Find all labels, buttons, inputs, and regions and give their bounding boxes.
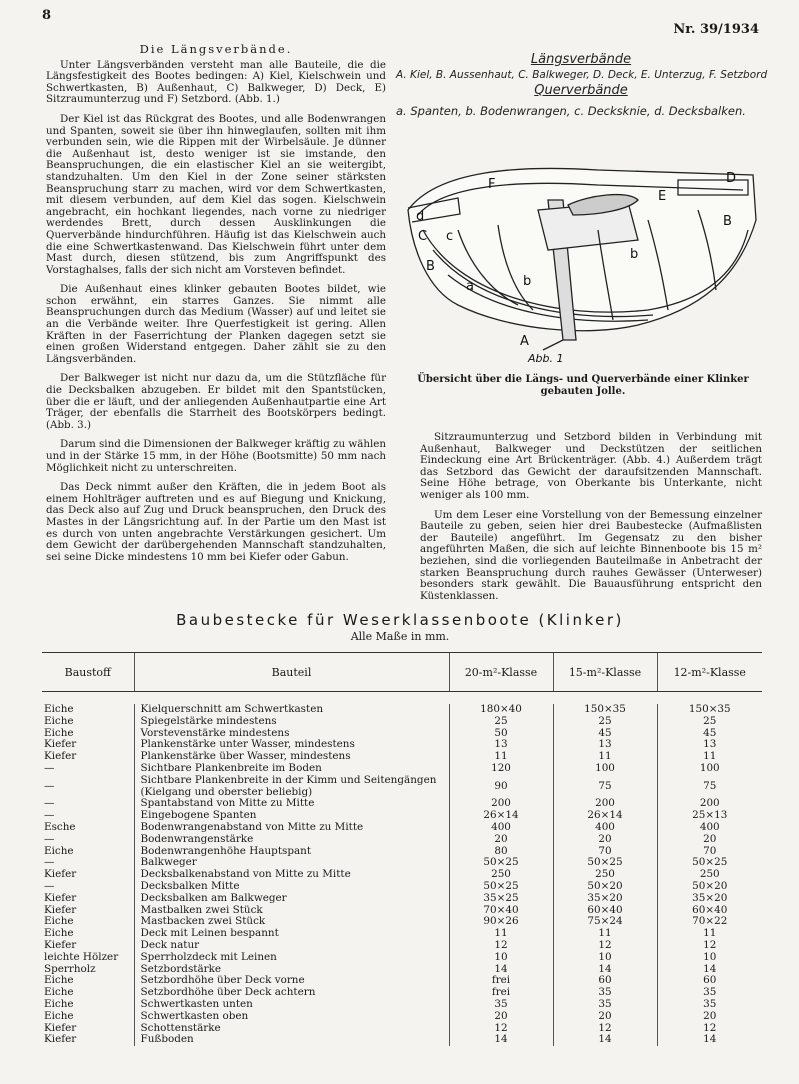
cell-bauteil: Decksbalkenabstand von Mitte zu Mitte [134,869,449,881]
cell-12m2: 25 [657,716,762,728]
cell-20m2: 80 [449,846,553,858]
quer-items: a. Spanten, b. Bodenwrangen, c. Deckskniе, d. Decksbalken. [396,104,746,118]
cell-bauteil: Decksbalken am Balkweger [134,893,449,905]
cell-15m2: 50×20 [553,881,657,893]
cell-bauteil: Spantabstand von Mitte zu Mitte [134,798,449,810]
cell-baustoff: Kiefer [44,868,77,881]
cell-20m2: 180×40 [449,704,553,716]
cell-bauteil: Schottenstärke [134,1023,449,1035]
cell-12m2: 70×22 [657,916,762,928]
cell-12m2: 150×35 [657,704,762,716]
cell-20m2: 90 [449,775,553,799]
label-E: E [658,189,667,204]
paragraph: Sitzraumunterzug und Setzbord bilden in Verbindung mit Außenhaut, Balkweger und Deckstützen der seitlichen Eindeckung eine Art Brückenträger. (Abb. 4.) Außerdem trägt das Setzbord das Gewicht der daraufsitzenden Mannschaft. Seine Höhe betrage, von Oberkante bis Unterkante, nicht weniger als 100 mm. [420,431,762,501]
cell-bauteil: Mastbalken zwei Stück [134,905,449,917]
table-row [42,716,762,728]
header-15m2: 15-m²-Klasse [553,653,657,692]
cell-20m2: 26×14 [449,810,553,822]
section-heading: Die Längsverbände. [139,42,293,56]
table-row [42,1011,762,1023]
cell-baustoff: — [44,832,55,845]
header-baustoff: Baustoff [42,653,134,692]
cell-15m2: 20 [553,834,657,846]
cell-bauteil: Balkweger [134,857,449,869]
cell-baustoff: Eiche [44,844,74,857]
table-title: Baubestecke für Weserklassenboote (Klinker) [176,611,624,629]
cell-bauteil: Decksbalken Mitte [134,881,449,893]
cell-baustoff: Esche [44,820,76,833]
cell-20m2: 13 [449,739,553,751]
cell-baustoff: Kiefer [44,938,77,951]
figure-caption: Übersicht über die Längs- und Querverbände einer Klinker gebauten Jolle. [417,374,749,397]
paragraph: Der Balkweger ist nicht nur dazu da, um die Stützfläche für die Decksbalken abzugeben. Er bildet mit den Spantstücken, über die er läuft, und der anliegenden Außenhautpartie eine Art Träger, der ebenfalls die Starrheit des Bootskörpers bedingt. (Abb. 3.) [46,372,386,431]
cell-15m2: 12 [553,1023,657,1035]
cell-20m2: 50×25 [449,857,553,869]
cell-12m2: 13 [657,739,762,751]
cell-20m2: 90×26 [449,916,553,928]
cell-baustoff: Eiche [44,714,74,727]
cell-12m2: 12 [657,940,762,952]
cell-12m2: 11 [657,928,762,940]
header-12m2: 12-m²-Klasse [657,653,762,692]
cell-bauteil: Spiegelstärke mindestens [134,716,449,728]
cell-baustoff: — [44,761,55,774]
cell-baustoff: Eiche [44,986,74,999]
cell-15m2: 13 [553,739,657,751]
table-row [42,940,762,952]
cell-12m2: 50×20 [657,881,762,893]
cell-12m2: 10 [657,952,762,964]
cell-15m2: 14 [553,964,657,976]
cell-baustoff: Kiefer [44,1021,77,1034]
label-b: b [523,274,532,289]
cell-20m2: 50×25 [449,881,553,893]
cell-20m2: 70×40 [449,905,553,917]
cell-bauteil: Sichtbare Plankenbreite in der Kimm und Seitengängen (Kielgang und oberster beliebig) [134,775,449,799]
cell-12m2: 14 [657,964,762,976]
cell-12m2: 70 [657,846,762,858]
cell-bauteil: Setzbordstärke [134,964,449,976]
cell-20m2: 250 [449,869,553,881]
cell-baustoff: Eiche [44,974,74,987]
page-number: 8 [42,8,52,23]
cell-20m2: frei [449,987,553,999]
cell-bauteil: Vorstevenstärke mindestens [134,728,449,740]
cell-12m2: 35 [657,999,762,1011]
cell-20m2: 35 [449,999,553,1011]
cell-bauteil: Eingebogene Spanten [134,810,449,822]
cell-12m2: 60×40 [657,905,762,917]
paragraph: Um dem Leser eine Vorstellung von der Bemessung einzelner Bauteile zu geben, seien hier drei Baubestecke (Aufmaßlisten der Bauteile) angeführt. Im Gegensatz zu den bisher angeführten Maßen, die sich auf leichte Binnenboote bis 15 m² beziehen, sind die vorliegenden Bauteilmaße in Anbetracht der starken Beanspruchung durch rauhes Gewässer (Unterweser) besonders stark gewählt. Die Bauausführung entspricht den Küstenklassen. [420,508,762,602]
table-row [42,1034,762,1046]
cell-15m2: 150×35 [553,704,657,716]
cell-12m2: 400 [657,822,762,834]
paragraph: Darum sind die Dimensionen der Balkweger kräftig zu wählen und in der Stärke 15 mm, in der Höhe (Bootsmitte) 50 mm nach Möglichkeit nicht zu unterschreiten. [46,438,387,474]
cell-12m2: 25×13 [657,810,762,822]
cell-20m2: 20 [449,1011,553,1023]
cell-15m2: 11 [553,751,657,763]
cell-20m2: 200 [449,798,553,810]
cell-baustoff: — [44,797,55,810]
cell-baustoff: — [44,856,55,869]
table-subtitle: Alle Maße in mm. [350,630,450,643]
label-D: D [726,171,737,186]
issue-number: Nr. 39/1934 [673,22,759,37]
cell-15m2: 60×40 [553,905,657,917]
label-B: B [426,259,435,274]
label-A: A [520,334,529,349]
cell-20m2: 10 [449,952,553,964]
label-b-right: b [630,247,639,262]
header-20m2: 20-m²-Klasse [449,653,553,692]
cell-bauteil: Bodenwrangenstärke [134,834,449,846]
cell-bauteil: Bodenwrangenabstand von Mitte zu Mitte [134,822,449,834]
cell-20m2: 25 [449,716,553,728]
cell-20m2: 14 [449,964,553,976]
cell-baustoff: Kiefer [44,750,77,763]
cell-bauteil: Plankenstärke unter Wasser, mindestens [134,739,449,751]
cell-baustoff: Eiche [44,997,74,1010]
label-F: F [488,177,496,192]
cell-12m2: 100 [657,763,762,775]
cell-20m2: 50 [449,728,553,740]
cell-12m2: 11 [657,751,762,763]
cell-20m2: frei [449,975,553,987]
label-B-right: B [723,214,732,229]
cell-baustoff: Eiche [44,703,74,715]
table-body [42,704,762,1046]
abb-label: Abb. 1 [528,352,564,365]
cell-20m2: 11 [449,751,553,763]
laengs-title: Längsverbände [530,52,632,67]
cell-15m2: 50×25 [553,857,657,869]
cell-baustoff: Kiefer [44,738,77,751]
cell-15m2: 25 [553,716,657,728]
table-header-row [42,653,762,692]
cell-bauteil: Setzbordhöhe über Deck vorne [134,975,449,987]
cell-15m2: 45 [553,728,657,740]
cell-12m2: 250 [657,869,762,881]
cell-12m2: 200 [657,798,762,810]
paragraph: Der Kiel ist das Rückgrat des Bootes, und alle Bodenwrangen und Spanten, soweit sie über ihn hinweglaufen, sollten mit ihm verbunden sein, wie die Rippen mit der Wirbelsäule. Je dünner die Außenhaut ist, desto weniger ist sie imstande, den Beanspruchungen, die ein elastischer Kiel an sie weitergibt, standzuhalten. Um den Kiel in der Zone seiner stärksten Beanspruchung starr zu machen, wird vor dem Schwertkasten, mit diesem verbunden, auf dem Kiel das sogen. Kielschwein angebracht, ein hochkant liegendes, nach vorne zu niedriger werdendes Brett, durch dessen Ausklinkungen die Querverbände hindurchführen. Häufig ist das Kielschwein auch die eine Schwertkastenwand. Das Kielschwein führt unter dem Mast durch, diesen stützend, bis zum Angriffspunkt des Vorstaghalses, falls der sich nicht am Vorsteven befindet. [46,112,386,276]
cell-baustoff: — [44,809,55,822]
cell-baustoff: — [44,879,55,892]
cell-20m2: 35×25 [449,893,553,905]
cell-15m2: 35×20 [553,893,657,905]
cell-15m2: 400 [553,822,657,834]
cell-12m2: 60 [657,975,762,987]
cell-20m2: 120 [449,763,553,775]
cell-12m2: 50×25 [657,857,762,869]
cell-bauteil: Deck natur [134,940,449,952]
cell-12m2: 45 [657,728,762,740]
boat-drawing [398,140,768,370]
cell-12m2: 20 [657,1011,762,1023]
cell-12m2: 12 [657,1023,762,1035]
cell-15m2: 200 [553,798,657,810]
cell-bauteil: Plankenstärke über Wasser, mindestens [134,751,449,763]
table-row [42,775,762,799]
cell-15m2: 35 [553,987,657,999]
right-column [420,432,762,610]
table-row [42,999,762,1011]
label-C: C [418,229,428,244]
cell-15m2: 75 [553,775,657,799]
cell-bauteil: Fußboden [134,1034,449,1046]
paragraph: Unter Längsverbänden versteht man alle Bauteile, die die Längsfestigkeit des Bootes bedingen: A) Kiel, Kielschwein und Schwertkasten, B) Außenhaut, C) Balkweger, D) Deck, E) Sitzraumunterzug und F) Setzbord. (Abb. 1.) [46,58,386,106]
cell-15m2: 70 [553,846,657,858]
table-row [42,822,762,834]
cell-15m2: 250 [553,869,657,881]
cell-bauteil: Schwertkasten unten [134,999,449,1011]
cell-bauteil: Kielquerschnitt am Schwertkasten [134,704,449,716]
paragraph: Das Deck nimmt außer den Kräften, die in jedem Boot als einem Hohlträger auftreten und es auf Biegung und Knickung, das Deck also auf Zug und Druck beanspruchen, den Druck des Mastes in der Längsrichtung auf. In der Partie um den Mast ist es durch von unten angebrachte Verstärkungen gesichert. Um dem Gewicht der darübergehenden Mannschaft standzuhalten, sei seine Dicke mindestens 10 mm bei Kiefer oder Gabun. [46,481,386,563]
figure-legend [396,52,766,118]
cell-15m2: 14 [553,1034,657,1046]
cell-20m2: 11 [449,928,553,940]
cell-15m2: 26×14 [553,810,657,822]
cell-bauteil: Sichtbare Plankenbreite im Boden [134,763,449,775]
cell-20m2: 400 [449,822,553,834]
cell-baustoff: Eiche [44,726,74,739]
cell-bauteil: Sperrholzdeck mit Leinen [134,952,449,964]
cell-bauteil: Bodenwrangenhöhe Hauptspant [134,846,449,858]
left-column [46,44,386,571]
table-row [42,893,762,905]
cell-baustoff: leichte Hölzer [44,950,119,963]
cell-12m2: 35 [657,987,762,999]
quer-title: Querverbände [534,83,628,98]
cell-20m2: 12 [449,1023,553,1035]
paragraph: Die Außenhaut eines klinker gebauten Bootes bildet, wie schon erwähnt, ein starres Ganzes. Sie nimmt alle Beanspruchungen durch das Medium (Wasser) auf und leitet sie an die Verbände weiter. Ihre Querfestigkeit ist gering. Allen Kräften in der Faserrichtung der Planken dagegen setzt sie einen großen Widerstand entgegen. Daher zählt sie zu den Längsverbänden. [46,283,386,365]
cell-12m2: 75 [657,775,762,799]
baubestecke-table [42,652,762,1046]
cell-15m2: 35 [553,999,657,1011]
cell-baustoff: Kiefer [44,1033,77,1046]
table-row [42,952,762,964]
cell-12m2: 20 [657,834,762,846]
header-bauteil: Bauteil [134,653,449,692]
label-d: d [416,209,425,224]
cell-15m2: 10 [553,952,657,964]
cell-bauteil: Mastbacken zwei Stück [134,916,449,928]
label-c: c [446,229,454,244]
cell-15m2: 12 [553,940,657,952]
cell-baustoff: Eiche [44,1009,74,1022]
cell-baustoff: Kiefer [44,903,77,916]
table-row [42,763,762,775]
cell-12m2: 14 [657,1034,762,1046]
cell-20m2: 12 [449,940,553,952]
laengs-items: A. Kiel, B. Aussenhaut, C. Balkweger, D. Deck, E. Unterzug, F. Setzbord [396,69,768,81]
cell-baustoff: Eiche [44,915,74,928]
cell-15m2: 20 [553,1011,657,1023]
cell-20m2: 20 [449,834,553,846]
cell-baustoff: Eiche [44,927,74,940]
cell-baustoff: Sperrholz [44,962,96,975]
cell-bauteil: Schwertkasten oben [134,1011,449,1023]
table-row [42,834,762,846]
cell-baustoff: — [44,779,55,792]
cell-baustoff: Kiefer [44,891,77,904]
cell-bauteil: Deck mit Leinen bespannt [134,928,449,940]
label-a: a [466,279,474,294]
cell-15m2: 60 [553,975,657,987]
cell-15m2: 11 [553,928,657,940]
cell-15m2: 100 [553,763,657,775]
table-row [42,881,762,893]
cell-12m2: 35×20 [657,893,762,905]
cell-bauteil: Setzbordhöhe über Deck achtern [134,987,449,999]
cell-15m2: 75×24 [553,916,657,928]
cell-20m2: 14 [449,1034,553,1046]
